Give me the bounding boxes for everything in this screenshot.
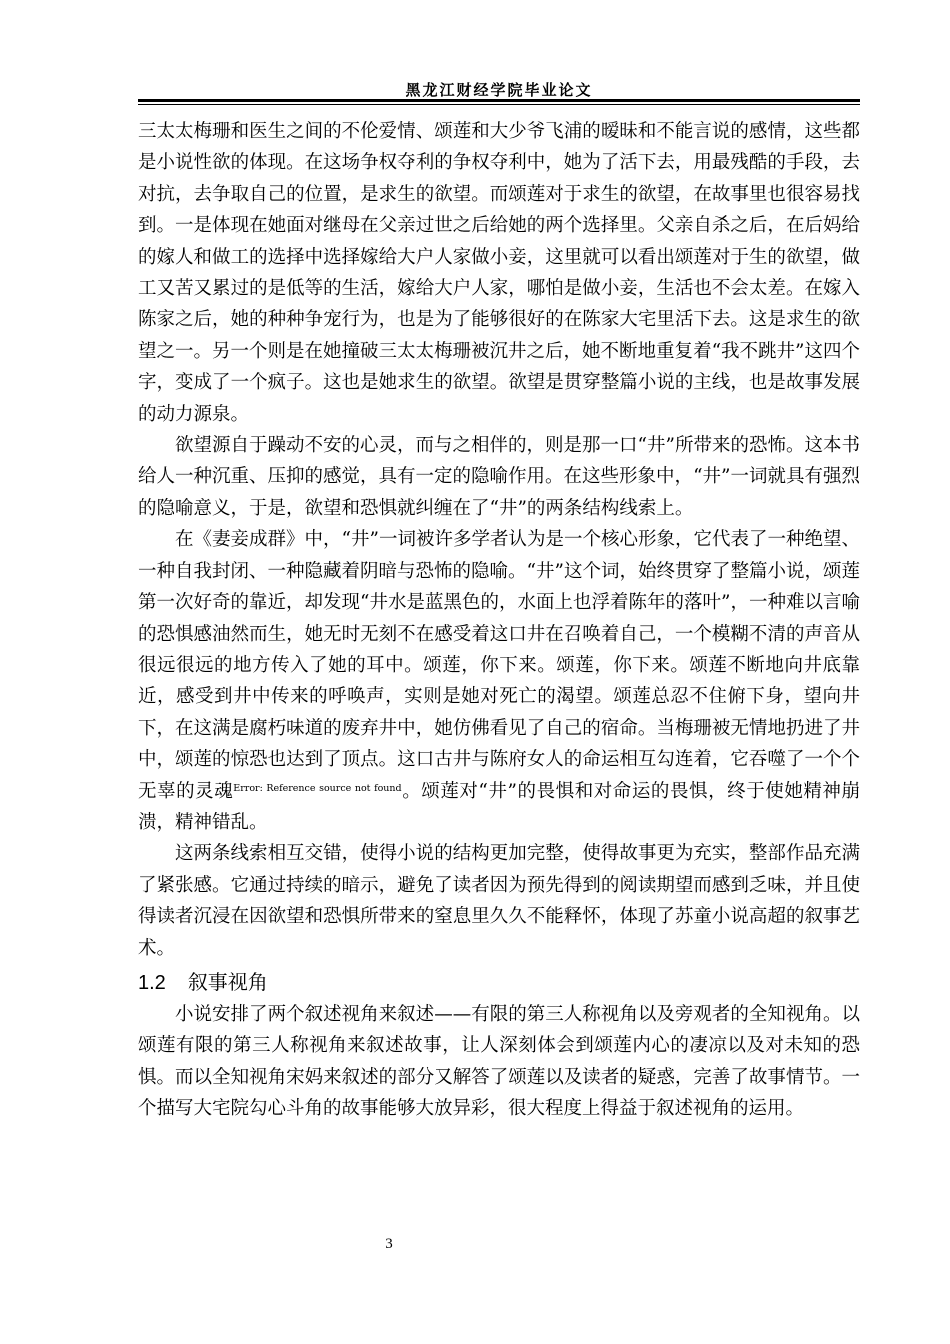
section-heading (138, 966, 860, 999)
paragraph-1: 三太太梅珊和医生之间的不伦爱情、颂莲和大少爷飞浦的暧昧和不能言说的感情，这些都是小说性欲的体现。在这场争权夺利的争权夺利中，她为了活下去，用最残酷的手段，去对抗，去争取自己的位置，是求生的欲望。而颂莲对于求生的欲望，在故事里也很容易找到。一是体现在她面对继母在父亲过世之后给她的两个选择里。父亲自杀之后，在后妈给的嫁人和做工的选择中选择嫁给大户人家做小妾，这里就可以看出颂莲对于生的欲望，做工又苦又累过的是低等的生活，嫁给大户人家，哪怕是做小妾，生活也不会太差。在嫁入陈家之后，她的种种争宠行为，也是为了能够很好的在陈家大宅里活下去。这是求生的欲望之一。另一个则是在她撞破三太太梅珊被沉井之后，她不断地重复着“我不跳井”这四个字，变成了一个疯子。这也是她求生的欲望。欲望是贯穿整篇小说的主线，也是故事发展的动力源泉。 (138, 121, 860, 425)
section-number: 1.2 (138, 971, 166, 994)
header-rule-thick (138, 99, 860, 102)
paragraph-4: 这两条线索相互交错，使得小说的结构更加完整，使得故事更为充实，整部作品充满了紧张感。它通过持续的暗示，避免了读者因为预先得到的阅读期望而感到乏味，并且使得读者沉浸在因欲望和恐惧所带来的窒息里久久不能释怀，体现了苏童小说高超的叙事艺术。 (138, 843, 860, 959)
reference-error-note: Error: Reference source not found (233, 782, 402, 794)
paragraph-2: 欲望源自于躁动不安的心灵，而与之相伴的，则是那一口“井”所带来的恐怖。这本书给人一种沉重、压抑的感觉，具有一定的隐喻作用。在这些形象中，“井”一词就具有强烈的隐喻意义，于是，欲望和恐惧就纠缠在了“井”的两条结构线索上。 (138, 435, 860, 519)
paragraph-3-text-end: 。颂莲对“井”的畏惧和对命运的畏惧，终于使她精神崩溃，精神错乱。 (138, 780, 860, 833)
page-number: 3 (385, 1236, 393, 1252)
paragraph-3-text: 在《妻妾成群》中，“井”一词被许多学者认为是一个核心形象，它代表了一种绝望、一种自我封闭、一种隐藏着阴暗与恐怖的隐喻。“井”这个词，始终贯穿了整篇小说，颂莲第一次好奇的靠近，却发现“井水是蓝黑色的，水面上也浮着陈年的落叶”，一种难以言喻的恐惧感油然而生，她无时无刻不在感受着这口井在召唤着自己，一个模糊不清的声音从很远很远的地方传入了她的耳中。颂莲，你下来。颂莲，你下来。颂莲不断地向井底靠近，感受到井中传来的呼唤声，实则是她对死亡的渴望。颂莲总忍不住俯下身，望向井下，在这满是腐朽味道的废弃井中，她仿佛看见了自己的宿命。当梅珊被无情地扔进了井中，颂莲的惊恐也达到了顶点。这口古井与陈府女人的命运相互勾连着，它吞噬了一个个无辜的灵魂 (138, 529, 860, 802)
section-title: 叙事视角 (187, 969, 268, 994)
running-header-title: 黑龙江财经学院毕业论文 (405, 81, 593, 99)
body-text (138, 116, 860, 1125)
paragraph-5: 小说安排了两个叙述视角来叙述——有限的第三人称视角以及旁观者的全知视角。以颂莲有限的第三人称视角来叙述故事，让人深刻体会到颂莲内心的凄凉以及对未知的恐惧。而以全知视角宋妈来叙述的部分又解答了颂莲以及读者的疑惑，完善了故事情节。一个描写大宅院勾心斗角的故事能够大放异彩，很大程度上得益于叙述视角的运用。 (138, 1003, 860, 1120)
header-rule-thin (138, 104, 860, 105)
paragraph-3 (138, 524, 860, 838)
